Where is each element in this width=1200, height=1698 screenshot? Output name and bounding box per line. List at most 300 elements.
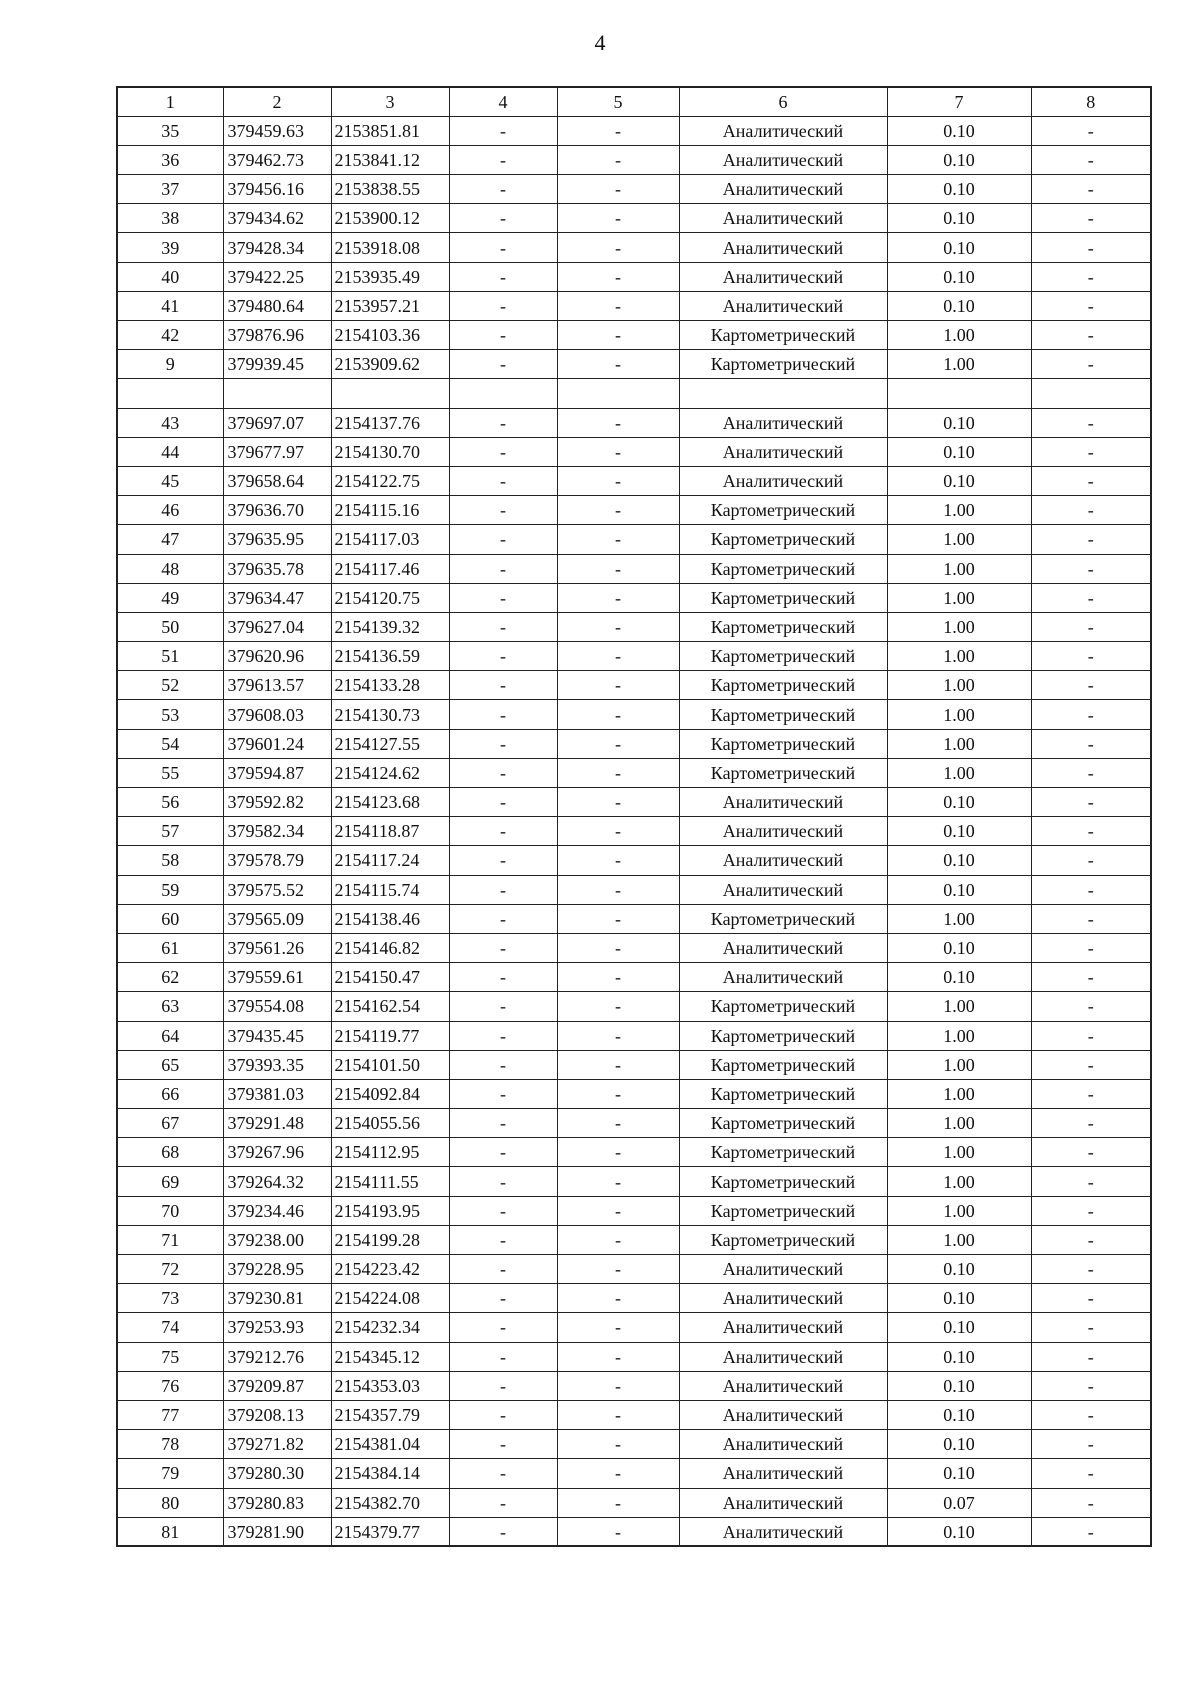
accuracy-cell: 1.00 [887, 700, 1031, 729]
y-coordinate-cell: 2154115.74 [331, 875, 449, 904]
point-number-cell: 78 [117, 1430, 223, 1459]
accuracy-cell: 0.07 [887, 1488, 1031, 1517]
point-number-cell: 72 [117, 1255, 223, 1284]
point-number-cell: 69 [117, 1167, 223, 1196]
accuracy-cell: 1.00 [887, 992, 1031, 1021]
accuracy-cell: 0.10 [887, 116, 1031, 145]
table-header [117, 87, 1151, 116]
col8-cell: - [1031, 875, 1151, 904]
y-coordinate-cell: 2154119.77 [331, 1021, 449, 1050]
y-coordinate-cell: 2154130.73 [331, 700, 449, 729]
col4-cell: - [449, 1021, 557, 1050]
col4-cell: - [449, 1196, 557, 1225]
x-coordinate-cell: 379267.96 [223, 1138, 331, 1167]
col5-cell: - [557, 671, 679, 700]
accuracy-cell: 1.00 [887, 321, 1031, 350]
method-cell: Аналитический [679, 291, 887, 320]
col4-cell: - [449, 1284, 557, 1313]
point-number-cell: 71 [117, 1225, 223, 1254]
accuracy-cell: 1.00 [887, 1138, 1031, 1167]
col4-cell: - [449, 933, 557, 962]
y-coordinate-cell: 2154223.42 [331, 1255, 449, 1284]
table-body [117, 116, 1151, 1546]
point-number-cell: 64 [117, 1021, 223, 1050]
table-row [117, 758, 1151, 787]
col8-cell: - [1031, 700, 1151, 729]
col8-cell: - [1031, 408, 1151, 437]
method-cell: Аналитический [679, 437, 887, 466]
x-coordinate-cell: 379428.34 [223, 233, 331, 262]
point-number-cell: 81 [117, 1517, 223, 1546]
point-number-cell: 77 [117, 1400, 223, 1429]
point-number-cell: 35 [117, 116, 223, 145]
col4-cell: - [449, 1109, 557, 1138]
point-number-cell: 46 [117, 496, 223, 525]
col8-cell: - [1031, 350, 1151, 379]
col8-cell: - [1031, 1313, 1151, 1342]
x-coordinate-cell: 379264.32 [223, 1167, 331, 1196]
col5-cell: - [557, 788, 679, 817]
method-cell: Аналитический [679, 1430, 887, 1459]
table-row [117, 817, 1151, 846]
x-coordinate-cell: 379608.03 [223, 700, 331, 729]
header-cell: 7 [887, 87, 1031, 116]
method-cell: Аналитический [679, 1517, 887, 1546]
col5-cell: - [557, 817, 679, 846]
col5-cell: - [557, 846, 679, 875]
table-row [117, 466, 1151, 495]
point-number-cell: 49 [117, 583, 223, 612]
x-coordinate-cell: 379280.83 [223, 1488, 331, 1517]
col8-cell: - [1031, 1079, 1151, 1108]
table-row [117, 175, 1151, 204]
method-cell: Картометрический [679, 583, 887, 612]
point-number-cell: 79 [117, 1459, 223, 1488]
point-number-cell: 55 [117, 758, 223, 787]
col4-cell: - [449, 729, 557, 758]
col4-cell: - [449, 437, 557, 466]
col5-cell: - [557, 1284, 679, 1313]
col5-cell: - [557, 1342, 679, 1371]
col5-cell: - [557, 642, 679, 671]
page-number: 4 [594, 30, 606, 55]
col4-cell: - [449, 291, 557, 320]
point-number-cell [117, 379, 223, 408]
col5-cell: - [557, 496, 679, 525]
x-coordinate-cell: 379280.30 [223, 1459, 331, 1488]
coordinates-table [116, 86, 1152, 1547]
col8-cell: - [1031, 291, 1151, 320]
point-number-cell: 67 [117, 1109, 223, 1138]
col8-cell: - [1031, 1284, 1151, 1313]
col5-cell: - [557, 1313, 679, 1342]
table-row [117, 233, 1151, 262]
accuracy-cell: 0.10 [887, 1255, 1031, 1284]
y-coordinate-cell: 2154384.14 [331, 1459, 449, 1488]
col8-cell: - [1031, 904, 1151, 933]
table-row [117, 1517, 1151, 1546]
col8-cell: - [1031, 233, 1151, 262]
point-number-cell: 40 [117, 262, 223, 291]
point-number-cell: 74 [117, 1313, 223, 1342]
method-cell: Аналитический [679, 1488, 887, 1517]
method-cell: Картометрический [679, 642, 887, 671]
col8-cell: - [1031, 846, 1151, 875]
y-coordinate-cell: 2154122.75 [331, 466, 449, 495]
col5-cell: - [557, 1400, 679, 1429]
y-coordinate-cell: 2154193.95 [331, 1196, 449, 1225]
accuracy-cell: 0.10 [887, 262, 1031, 291]
y-coordinate-cell: 2154117.46 [331, 554, 449, 583]
table-row [117, 612, 1151, 641]
x-coordinate-cell: 379238.00 [223, 1225, 331, 1254]
table-row [117, 408, 1151, 437]
method-cell: Аналитический [679, 875, 887, 904]
col8-cell: - [1031, 963, 1151, 992]
col8-cell: - [1031, 1488, 1151, 1517]
table-row [117, 963, 1151, 992]
method-cell: Картометрический [679, 904, 887, 933]
y-coordinate-cell: 2154136.59 [331, 642, 449, 671]
col8-cell: - [1031, 525, 1151, 554]
col4-cell: - [449, 321, 557, 350]
point-number-cell: 66 [117, 1079, 223, 1108]
point-number-cell: 48 [117, 554, 223, 583]
x-coordinate-cell: 379271.82 [223, 1430, 331, 1459]
col4-cell: - [449, 233, 557, 262]
accuracy-cell: 0.10 [887, 933, 1031, 962]
col5-cell: - [557, 437, 679, 466]
y-coordinate-cell: 2154112.95 [331, 1138, 449, 1167]
table-row [117, 846, 1151, 875]
col8-cell: - [1031, 1371, 1151, 1400]
accuracy-cell: 1.00 [887, 1109, 1031, 1138]
point-number-cell: 60 [117, 904, 223, 933]
method-cell: Аналитический [679, 1313, 887, 1342]
y-coordinate-cell: 2154345.12 [331, 1342, 449, 1371]
col4-cell: - [449, 700, 557, 729]
y-coordinate-cell: 2154117.03 [331, 525, 449, 554]
accuracy-cell: 0.10 [887, 1517, 1031, 1546]
point-number-cell: 43 [117, 408, 223, 437]
col4-cell: - [449, 204, 557, 233]
col8-cell: - [1031, 583, 1151, 612]
col8-cell: - [1031, 1342, 1151, 1371]
table-row [117, 496, 1151, 525]
col4-cell: - [449, 175, 557, 204]
method-cell: Аналитический [679, 175, 887, 204]
accuracy-cell: 1.00 [887, 1196, 1031, 1225]
col5-cell: - [557, 612, 679, 641]
accuracy-cell: 0.10 [887, 437, 1031, 466]
x-coordinate-cell: 379697.07 [223, 408, 331, 437]
col8-cell: - [1031, 729, 1151, 758]
col5-cell: - [557, 1021, 679, 1050]
accuracy-cell: 1.00 [887, 904, 1031, 933]
table-row [117, 933, 1151, 962]
col4-cell: - [449, 875, 557, 904]
table-row [117, 1138, 1151, 1167]
y-coordinate-cell: 2154130.70 [331, 437, 449, 466]
col4-cell: - [449, 1167, 557, 1196]
point-number-cell: 37 [117, 175, 223, 204]
col5-cell: - [557, 700, 679, 729]
x-coordinate-cell: 379462.73 [223, 145, 331, 174]
accuracy-cell: 1.00 [887, 350, 1031, 379]
y-coordinate-cell: 2154232.34 [331, 1313, 449, 1342]
method-cell: Картометрический [679, 496, 887, 525]
table-row [117, 642, 1151, 671]
table-row [117, 262, 1151, 291]
col4-cell: - [449, 554, 557, 583]
x-coordinate-cell: 379459.63 [223, 116, 331, 145]
table-row [117, 1430, 1151, 1459]
method-cell: Аналитический [679, 846, 887, 875]
accuracy-cell: 0.10 [887, 963, 1031, 992]
point-number-cell: 39 [117, 233, 223, 262]
point-number-cell: 75 [117, 1342, 223, 1371]
table-row [117, 1284, 1151, 1313]
col5-cell: - [557, 1225, 679, 1254]
point-number-cell: 9 [117, 350, 223, 379]
y-coordinate-cell: 2154118.87 [331, 817, 449, 846]
accuracy-cell: 1.00 [887, 1050, 1031, 1079]
col8-cell: - [1031, 758, 1151, 787]
x-coordinate-cell: 379582.34 [223, 817, 331, 846]
accuracy-cell: 1.00 [887, 729, 1031, 758]
table-row [117, 583, 1151, 612]
y-coordinate-cell: 2154120.75 [331, 583, 449, 612]
col8-cell: - [1031, 496, 1151, 525]
table-row [117, 1109, 1151, 1138]
col8-cell: - [1031, 642, 1151, 671]
method-cell: Картометрический [679, 612, 887, 641]
x-coordinate-cell: 379658.64 [223, 466, 331, 495]
table-row [117, 1021, 1151, 1050]
col4-cell: - [449, 262, 557, 291]
x-coordinate-cell: 379635.95 [223, 525, 331, 554]
accuracy-cell: 1.00 [887, 671, 1031, 700]
point-number-cell: 36 [117, 145, 223, 174]
method-cell: Аналитический [679, 1400, 887, 1429]
method-cell: Аналитический [679, 233, 887, 262]
point-number-cell: 44 [117, 437, 223, 466]
x-coordinate-cell: 379601.24 [223, 729, 331, 758]
accuracy-cell: 0.10 [887, 817, 1031, 846]
method-cell: Картометрический [679, 321, 887, 350]
col5-cell: - [557, 1079, 679, 1108]
x-coordinate-cell: 379393.35 [223, 1050, 331, 1079]
point-number-cell: 76 [117, 1371, 223, 1400]
col5-cell: - [557, 204, 679, 233]
col4-cell: - [449, 904, 557, 933]
col4-cell: - [449, 1459, 557, 1488]
y-coordinate-cell: 2154115.16 [331, 496, 449, 525]
col5-cell: - [557, 262, 679, 291]
accuracy-cell: 1.00 [887, 758, 1031, 787]
col8-cell: - [1031, 175, 1151, 204]
method-cell: Картометрический [679, 1138, 887, 1167]
point-number-cell: 54 [117, 729, 223, 758]
x-coordinate-cell: 379554.08 [223, 992, 331, 1021]
x-coordinate-cell: 379620.96 [223, 642, 331, 671]
point-number-cell: 50 [117, 612, 223, 641]
col8-cell: - [1031, 554, 1151, 583]
col4-cell: - [449, 758, 557, 787]
col8-cell: - [1031, 612, 1151, 641]
col5-cell: - [557, 1050, 679, 1079]
table-row [117, 1371, 1151, 1400]
point-number-cell: 63 [117, 992, 223, 1021]
point-number-cell: 42 [117, 321, 223, 350]
col5-cell: - [557, 525, 679, 554]
y-coordinate-cell: 2154092.84 [331, 1079, 449, 1108]
point-number-cell: 59 [117, 875, 223, 904]
y-coordinate-cell: 2154117.24 [331, 846, 449, 875]
col8-cell: - [1031, 788, 1151, 817]
col5-cell: - [557, 233, 679, 262]
col4-cell: - [449, 642, 557, 671]
method-cell: Картометрический [679, 1225, 887, 1254]
col5-cell: - [557, 291, 679, 320]
point-number-cell: 38 [117, 204, 223, 233]
method-cell: Картометрический [679, 671, 887, 700]
table-row [117, 379, 1151, 408]
method-cell: Картометрический [679, 1109, 887, 1138]
x-coordinate-cell: 379209.87 [223, 1371, 331, 1400]
col5-cell: - [557, 963, 679, 992]
point-number-cell: 53 [117, 700, 223, 729]
table-row [117, 525, 1151, 554]
x-coordinate-cell: 379592.82 [223, 788, 331, 817]
x-coordinate-cell: 379456.16 [223, 175, 331, 204]
table-row [117, 700, 1151, 729]
x-coordinate-cell: 379435.45 [223, 1021, 331, 1050]
col4-cell: - [449, 466, 557, 495]
accuracy-cell: 0.10 [887, 204, 1031, 233]
point-number-cell: 80 [117, 1488, 223, 1517]
x-coordinate-cell: 379559.61 [223, 963, 331, 992]
y-coordinate-cell: 2154357.79 [331, 1400, 449, 1429]
x-coordinate-cell: 379381.03 [223, 1079, 331, 1108]
table-row [117, 671, 1151, 700]
col5-cell: - [557, 116, 679, 145]
method-cell: Картометрический [679, 1079, 887, 1108]
col5-cell: - [557, 933, 679, 962]
accuracy-cell: 0.10 [887, 408, 1031, 437]
x-coordinate-cell: 379634.47 [223, 583, 331, 612]
method-cell: Картометрический [679, 758, 887, 787]
method-cell: Картометрический [679, 729, 887, 758]
accuracy-cell: 0.10 [887, 175, 1031, 204]
y-coordinate-cell: 2154382.70 [331, 1488, 449, 1517]
col8-cell: - [1031, 1109, 1151, 1138]
col8-cell: - [1031, 437, 1151, 466]
col8-cell: - [1031, 1196, 1151, 1225]
y-coordinate-cell: 2154199.28 [331, 1225, 449, 1254]
accuracy-cell: 0.10 [887, 145, 1031, 174]
header-cell: 4 [449, 87, 557, 116]
col4-cell: - [449, 1313, 557, 1342]
table-row [117, 904, 1151, 933]
method-cell: Картометрический [679, 1050, 887, 1079]
table-row [117, 875, 1151, 904]
header-cell: 2 [223, 87, 331, 116]
col8-cell: - [1031, 1138, 1151, 1167]
y-coordinate-cell: 2154124.62 [331, 758, 449, 787]
method-cell: Аналитический [679, 466, 887, 495]
method-cell: Аналитический [679, 817, 887, 846]
table-row [117, 145, 1151, 174]
method-cell: Картометрический [679, 1196, 887, 1225]
method-cell: Аналитический [679, 1342, 887, 1371]
method-cell: Картометрический [679, 554, 887, 583]
x-coordinate-cell: 379613.57 [223, 671, 331, 700]
col5-cell: - [557, 554, 679, 583]
col8-cell: - [1031, 204, 1151, 233]
table-row [117, 554, 1151, 583]
method-cell: Аналитический [679, 1284, 887, 1313]
table-row [117, 437, 1151, 466]
table-row [117, 1255, 1151, 1284]
y-coordinate-cell: 2154127.55 [331, 729, 449, 758]
table-row [117, 1313, 1151, 1342]
header-row [117, 87, 1151, 116]
col8-cell: - [1031, 1021, 1151, 1050]
y-coordinate-cell: 2154137.76 [331, 408, 449, 437]
header-cell: 1 [117, 87, 223, 116]
col4-cell: - [449, 846, 557, 875]
col4-cell: - [449, 1400, 557, 1429]
point-number-cell: 68 [117, 1138, 223, 1167]
accuracy-cell: 0.10 [887, 1459, 1031, 1488]
col8-cell: - [1031, 1430, 1151, 1459]
table-row [117, 204, 1151, 233]
col5-cell: - [557, 992, 679, 1021]
col5-cell: - [557, 1255, 679, 1284]
x-coordinate-cell: 379253.93 [223, 1313, 331, 1342]
table-row [117, 321, 1151, 350]
table-row [117, 1342, 1151, 1371]
col8-cell: - [1031, 933, 1151, 962]
method-cell: Аналитический [679, 116, 887, 145]
col8-cell: - [1031, 1517, 1151, 1546]
table-row [117, 1225, 1151, 1254]
x-coordinate-cell: 379939.45 [223, 350, 331, 379]
col4-cell: - [449, 788, 557, 817]
col8-cell: - [1031, 1167, 1151, 1196]
method-cell: Аналитический [679, 933, 887, 962]
y-coordinate-cell: 2154162.54 [331, 992, 449, 1021]
y-coordinate-cell: 2154146.82 [331, 933, 449, 962]
y-coordinate-cell [331, 379, 449, 408]
method-cell: Аналитический [679, 408, 887, 437]
table-row [117, 729, 1151, 758]
x-coordinate-cell: 379480.64 [223, 291, 331, 320]
col5-cell: - [557, 758, 679, 787]
y-coordinate-cell: 2153918.08 [331, 233, 449, 262]
col8-cell: - [1031, 1255, 1151, 1284]
method-cell: Картометрический [679, 1167, 887, 1196]
method-cell: Аналитический [679, 145, 887, 174]
x-coordinate-cell: 379594.87 [223, 758, 331, 787]
y-coordinate-cell: 2154133.28 [331, 671, 449, 700]
col8-cell: - [1031, 992, 1151, 1021]
col5-cell: - [557, 1371, 679, 1400]
col5-cell: - [557, 1488, 679, 1517]
accuracy-cell: 0.10 [887, 875, 1031, 904]
col5-cell: - [557, 1196, 679, 1225]
